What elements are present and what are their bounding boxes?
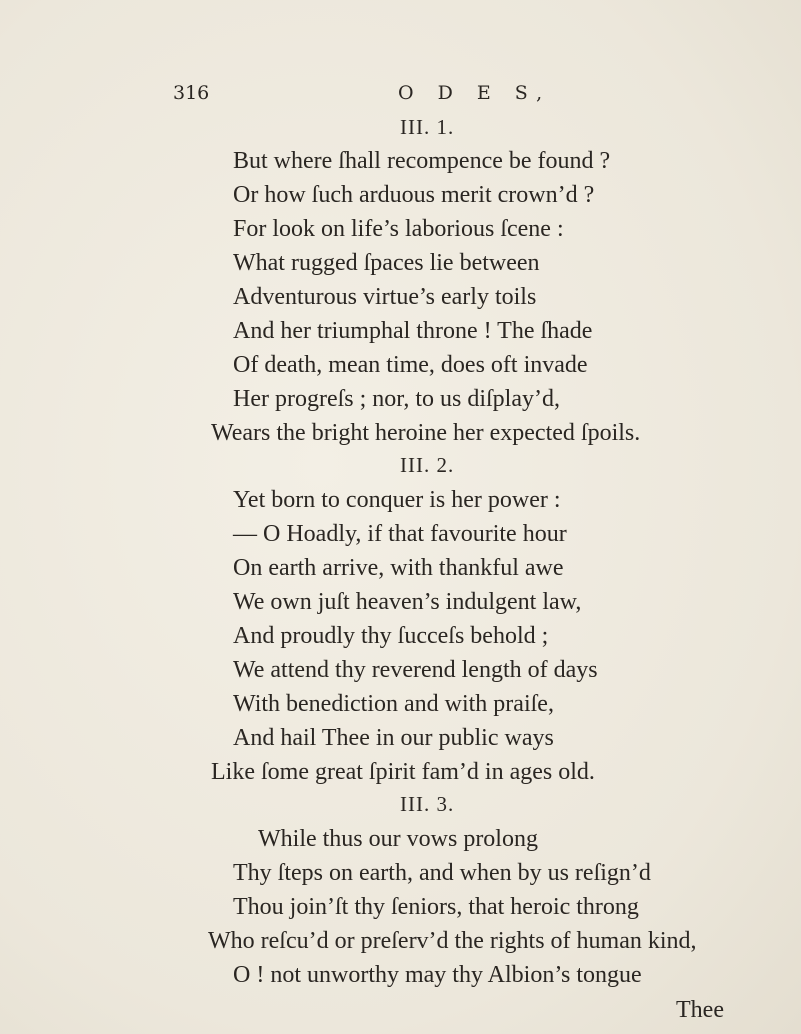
- verse-line: While thus our vows prolong: [258, 826, 538, 852]
- verse-line: And her triumphal throne ! The ſhade: [233, 318, 593, 344]
- verse-line: O ! not unworthy may thy Albion’s tongue: [233, 962, 642, 988]
- verse-line: We attend thy reverend length of days: [233, 657, 598, 683]
- verse-line: Adventurous virtue’s early toils: [233, 284, 537, 310]
- verse-line: For look on life’s laborious ſcene :: [233, 216, 564, 242]
- verse-line: Like ſome great ſpirit fam’d in ages old.: [211, 759, 595, 785]
- verse-line: And hail Thee in our public ways: [233, 725, 554, 751]
- verse-line: We own juſt heaven’s indulgent law,: [233, 589, 582, 615]
- page-number: 316: [173, 82, 210, 104]
- verse-line: But where ſhall recompence be found ?: [233, 148, 611, 174]
- stanza-heading: III. 3.: [400, 792, 455, 816]
- verse-line: And proudly thy ſucceſs behold ;: [233, 623, 549, 649]
- verse-line: Who reſcu’d or preſerv’d the rights of human kind,: [208, 928, 697, 954]
- verse-line: Thy ſteps on earth, and when by us reſign’d: [233, 860, 651, 886]
- catchword: Thee: [676, 997, 724, 1023]
- verse-line: Her progreſs ; nor, to us diſplay’d,: [233, 386, 560, 412]
- verse-line: On earth arrive, with thankful awe: [233, 555, 564, 581]
- stanza-heading: III. 2.: [400, 453, 455, 477]
- verse-line: What rugged ſpaces lie between: [233, 250, 540, 276]
- running-title: O D E S,: [398, 82, 552, 104]
- verse-line: Or how ſuch arduous merit crown’d ?: [233, 182, 595, 208]
- stanza-heading: III. 1.: [400, 115, 455, 139]
- verse-line: Wears the bright heroine her expected ſpoils.: [211, 420, 641, 446]
- verse-line: With benediction and with praiſe,: [233, 691, 554, 717]
- verse-line: — O Hoadly, if that favourite hour: [233, 521, 567, 547]
- verse-line: Yet born to conquer is her power :: [233, 487, 561, 513]
- verse-line: Thou join’ſt thy ſeniors, that heroic throng: [233, 894, 639, 920]
- verse-line: Of death, mean time, does oft invade: [233, 352, 588, 378]
